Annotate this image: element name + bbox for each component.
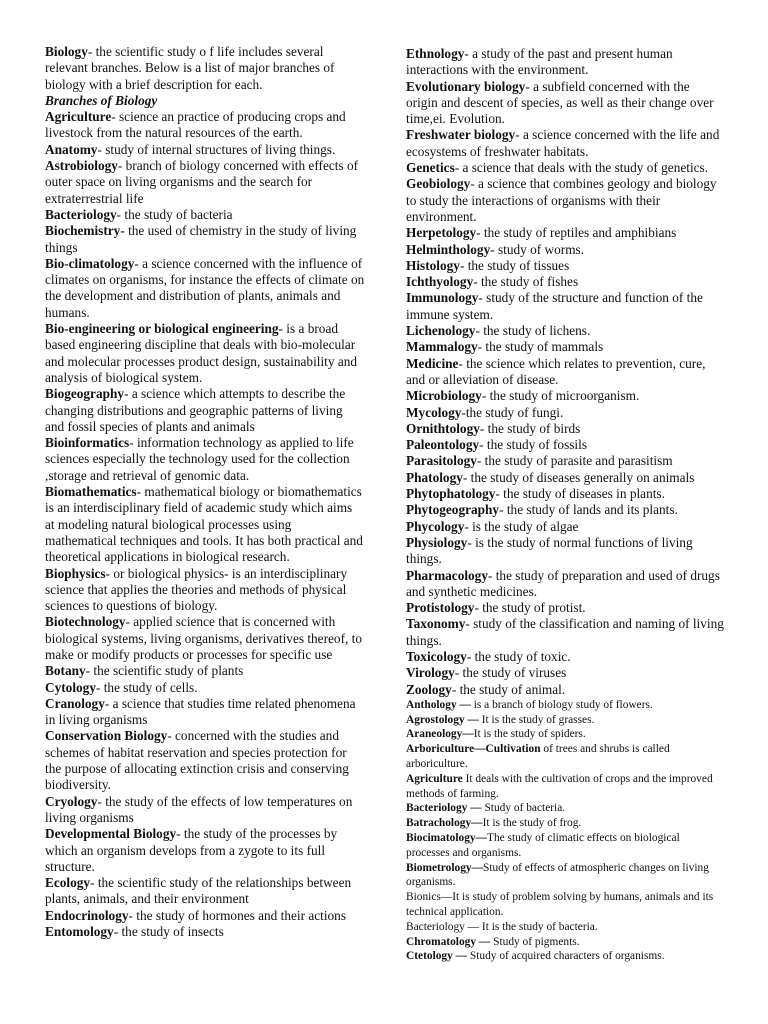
- entry-term: Biometrology—: [406, 861, 483, 874]
- glossary-entry: [406, 682, 724, 698]
- entry-definition: - a science that deals with the study of genetics.: [454, 160, 709, 176]
- entry-term: Mycology: [406, 404, 462, 420]
- entry-term: Bioinformatics: [45, 435, 130, 451]
- entry-definition: Bacteriology — It is the study of bacteria.: [406, 920, 598, 933]
- entry-term: Biocimatology—: [406, 832, 487, 845]
- entry-definition: - the study of toxic.: [466, 648, 571, 664]
- entry-term: Agriculture: [45, 109, 112, 125]
- entry-definition: - the study of birds: [479, 420, 581, 436]
- glossary-entry: [406, 801, 724, 816]
- entry-term: Genetics: [406, 160, 455, 176]
- entry-definition: - the study of lichens.: [475, 323, 591, 339]
- glossary-entry: [406, 176, 724, 225]
- entry-definition: - the study of lands and its plants.: [499, 502, 678, 518]
- glossary-entry: [406, 79, 724, 128]
- glossary-entry: [406, 502, 724, 518]
- entry-term: Ornithtology: [406, 420, 480, 436]
- right-entry-list: [406, 46, 724, 698]
- entry-definition: - is a broad based engineering discipline that deals with bio-molecular and molecular processes product design, sustainability and analysis of biological system.: [45, 321, 358, 385]
- glossary-entry: [406, 290, 724, 323]
- entry-term: Mammalogy: [406, 339, 478, 355]
- entry-definition: - the study of cells.: [95, 679, 198, 695]
- glossary-entry: [406, 405, 724, 421]
- entry-definition: - the study of reptiles and amphibians: [476, 225, 677, 241]
- entry-term: Arboriculture—Cultivation: [406, 743, 541, 756]
- glossary-entry: [45, 728, 365, 793]
- glossary-entry: [45, 663, 365, 679]
- entry-term: Bacteriology: [45, 206, 117, 222]
- entry-definition: - a science concerned with the influence of climates on organisms, for instance the effects of climate on the development and distribution of plants, animals and humans.: [45, 255, 365, 320]
- entry-definition: Study of effects of atmospheric changes on living organisms.: [406, 861, 709, 889]
- entry-definition: - the study of the effects of low temperatures on living organisms: [45, 793, 353, 825]
- glossary-entry: [45, 614, 365, 663]
- glossary-entry: [45, 256, 365, 321]
- glossary-entry: [406, 421, 724, 437]
- entry-definition: - or biological physics- is an interdisciplinary science that applies the theories and methods of physical sciences to questions of biology.: [45, 565, 348, 614]
- entry-term: Biophysics: [45, 565, 106, 581]
- entry-definition: Study of acquired characters of organisms.: [467, 950, 665, 963]
- entry-term: Herpetology: [406, 225, 477, 241]
- left-entry-list: [45, 109, 365, 940]
- section-heading: Branches of Biology: [45, 92, 158, 108]
- right-small-entry-list: [406, 698, 724, 964]
- entry-term: Phytophatology: [406, 486, 496, 502]
- glossary-entry: [406, 665, 724, 681]
- entry-definition: - the study of microorganism.: [481, 388, 640, 404]
- entry-term: Evolutionary biology: [406, 78, 526, 94]
- entry-definition: - the study of parasite and parasitism: [476, 453, 673, 469]
- entry-term: Freshwater biology: [406, 127, 516, 143]
- left-column: [45, 44, 365, 940]
- glossary-entry: [406, 356, 724, 389]
- glossary-entry: [45, 875, 365, 908]
- entry-definition: - mathematical biology or biomathematics is an interdisciplinary field of academic study which aims at modeling natural biological processes using mathematical techniques and tools. It has both practical and theoretical applications in biological research.: [45, 484, 363, 565]
- entry-term: Zoology: [406, 681, 452, 697]
- glossary-entry: [406, 920, 724, 935]
- glossary-entry: [406, 831, 724, 861]
- entry-definition: - a science that studies time related phenomena in living organisms: [45, 695, 356, 728]
- glossary-entry: [406, 742, 724, 772]
- entry-term: Geobiology: [406, 176, 471, 192]
- entry-term: Phatology: [406, 469, 463, 485]
- glossary-entry: [406, 388, 724, 404]
- entry-definition: - is the study of normal functions of living things.: [406, 534, 693, 567]
- entry-term: Astrobiology: [45, 158, 118, 174]
- entry-term: Agriculture: [406, 772, 463, 785]
- entry-definition: - the study of diseases in plants.: [495, 486, 665, 502]
- entry-definition: Study of pigments.: [490, 935, 580, 948]
- entry-definition: - the study of animal.: [451, 681, 566, 697]
- entry-definition: - the study of viruses: [454, 665, 567, 681]
- entry-term: Batrachology—: [406, 817, 483, 830]
- entry-definition: - the study of tissues: [459, 257, 570, 273]
- glossary-entry: [406, 890, 724, 920]
- entry-term: Microbiology: [406, 388, 482, 404]
- entry-definition: - the study of preparation and used of drugs and synthetic medicines.: [406, 567, 720, 599]
- entry-term: Ichthyology: [406, 274, 474, 290]
- entry-definition: - a study of the past and present human interactions with the environment.: [406, 46, 673, 78]
- entry-term: Bio-engineering or biological engineering: [45, 321, 279, 337]
- entry-term: Anatomy: [45, 141, 98, 157]
- glossary-entry: [45, 223, 365, 256]
- entry-term: Paleontology: [406, 437, 480, 453]
- entry-definition: It is the study of spiders.: [473, 728, 586, 741]
- entry-term: Endocrinology: [45, 907, 129, 923]
- glossary-entry: [406, 616, 724, 649]
- entry-term: Conservation Biology: [45, 728, 168, 744]
- entry-term: Immunology: [406, 290, 479, 306]
- entry-definition: Study of bacteria.: [481, 802, 566, 815]
- entry-definition: of trees and shrubs is called arboriculture.: [406, 743, 670, 771]
- entry-term: Ethnology: [406, 46, 465, 61]
- entry-term: Chromatology —: [406, 935, 491, 948]
- entry-term: Agrostology —: [406, 713, 479, 726]
- entry-definition: - study of the classification and naming of living things.: [406, 616, 724, 648]
- entry-term: Entomology: [45, 924, 114, 940]
- glossary-entry: [406, 46, 724, 79]
- entry-definition: - branch of biology concerned with effects of outer space on living organisms and the search for extraterrestrial life: [45, 158, 359, 206]
- glossary-entry: [45, 826, 365, 875]
- glossary-entry: [45, 321, 365, 386]
- glossary-entry: [45, 696, 365, 729]
- glossary-entry: [45, 566, 365, 615]
- intro-text: - the scientific study o f life includes several relevant branches. Below is a list of major branches of biology with a brief description for each.: [45, 44, 335, 92]
- entry-definition: - is the study of algae: [464, 518, 579, 534]
- entry-definition: It deals with the cultivation of crops and the improved methods of farming.: [406, 772, 713, 800]
- entry-definition: - the study of protist.: [474, 600, 586, 616]
- glossary-entry: [406, 225, 724, 241]
- glossary-entry: [406, 535, 724, 568]
- glossary-entry: [45, 435, 365, 484]
- glossary-entry: [406, 649, 724, 665]
- entry-term: Phycology: [406, 518, 465, 534]
- entry-definition: is a branch of biology study of flowers.: [470, 698, 653, 711]
- entry-definition: the used of chemistry in the study of living things: [45, 223, 357, 255]
- entry-term: Biotechnology: [45, 614, 126, 630]
- glossary-entry: [406, 339, 724, 355]
- entry-definition: -the study of fungi.: [461, 404, 564, 420]
- entry-term: Physiology: [406, 534, 468, 550]
- glossary-entry: [406, 861, 724, 891]
- entry-term: Taxonomy: [406, 616, 466, 632]
- entry-definition: - the study of bacteria: [116, 206, 233, 222]
- entry-definition: - the study of diseases generally on animals: [462, 469, 695, 485]
- glossary-entry: [406, 453, 724, 469]
- entry-term: Histology: [406, 257, 460, 273]
- entry-definition: - study of the structure and function of the immune system.: [406, 290, 703, 322]
- entry-definition: - concerned with the studies and schemes of habitat reservation and species protection for the purpose of allocating extinction crisis and conserving biodiversity.: [45, 728, 349, 793]
- glossary-entry: [45, 680, 365, 696]
- glossary-entry: [45, 142, 365, 158]
- entry-term: Araneology—: [406, 728, 474, 741]
- entry-term: Cytology: [45, 679, 96, 695]
- glossary-entry: [406, 949, 724, 964]
- entry-definition: It is the study of frog.: [482, 817, 582, 830]
- glossary-entry: [406, 727, 724, 742]
- entry-definition: - a science concerned with the life and ecosystems of freshwater habitats.: [406, 127, 720, 159]
- entry-term: Cranology: [45, 695, 105, 711]
- entry-definition: - the study of hormones and their actions: [128, 907, 347, 923]
- entry-term: Parasitology: [406, 453, 477, 469]
- glossary-entry: [406, 470, 724, 486]
- entry-term: Medicine: [406, 355, 459, 371]
- glossary-entry: [406, 127, 724, 160]
- glossary-entry: [45, 924, 365, 940]
- entry-term: Developmental Biology: [45, 826, 177, 842]
- glossary-entry: [45, 484, 365, 565]
- entry-term: Biomathematics: [45, 484, 137, 500]
- entry-definition: - study of worms.: [490, 241, 585, 257]
- entry-term: Biochemistry-: [45, 223, 125, 239]
- glossary-entry: [406, 486, 724, 502]
- entry-term: Phytogeography: [406, 502, 500, 518]
- entry-definition: - applied science that is concerned with biological systems, living organisms, derivatives thereof, to make or modify products or processes for specific use: [45, 614, 362, 662]
- entry-term: Bio-climatology: [45, 255, 135, 271]
- entry-term: Anthology —: [406, 698, 471, 711]
- entry-definition: - a science that combines geology and biology to study the interactions of organisms with their environment.: [406, 176, 717, 224]
- glossary-entry: [45, 109, 365, 142]
- glossary-entry: [45, 207, 365, 223]
- glossary-entry: [406, 323, 724, 339]
- entry-definition: - the study of fossils: [479, 437, 587, 453]
- entry-definition: - the study of fishes: [473, 274, 579, 290]
- glossary-entry: [45, 908, 365, 924]
- entry-term: Ecology: [45, 875, 91, 891]
- entry-definition: - the study of insects: [113, 924, 224, 940]
- entry-definition: - a subfield concerned with the origin and descent of species, as well as their change over time,ei. Evolution.: [406, 78, 714, 127]
- entry-definition: - a science which attempts to describe the changing distributions and geographic patterns of living and fossil species of plants and animals: [45, 386, 346, 434]
- glossary-entry: [406, 160, 724, 176]
- intro-term: Biology: [45, 44, 88, 59]
- entry-definition: - study of internal structures of living things.: [97, 141, 336, 157]
- glossary-entry: [406, 816, 724, 831]
- entry-term: Botany: [45, 663, 86, 679]
- entry-definition: - the scientific study of the relationships between plants, animals, and their environment: [45, 875, 352, 907]
- entry-term: Cryology: [45, 793, 98, 809]
- entry-definition: - the study of the processes by which an organism develops from a zygote to its full structure.: [45, 826, 338, 874]
- glossary-entry: [406, 600, 724, 616]
- right-column: [406, 46, 724, 964]
- glossary-entry: [406, 935, 724, 950]
- entry-definition: - the science which relates to prevention, cure, and or alleviation of disease.: [406, 355, 706, 387]
- glossary-entry: [45, 794, 365, 827]
- glossary-entry: [45, 386, 365, 435]
- entry-definition: - science an practice of producing crops and livestock from the natural resources of the earth.: [45, 109, 346, 141]
- entry-term: Biogeography: [45, 386, 125, 402]
- entry-definition: Bionics—It is study of problem solving by humans, animals and its technical application.: [406, 891, 714, 919]
- glossary-entry: [406, 242, 724, 258]
- entry-term: Ctetology —: [406, 950, 468, 963]
- glossary-entry: [406, 772, 724, 802]
- entry-term: Protistology: [406, 600, 475, 616]
- glossary-entry: [406, 519, 724, 535]
- entry-definition: The study of climatic effects on biological processes and organisms.: [406, 832, 680, 859]
- glossary-entry: [406, 258, 724, 274]
- glossary-entry: [406, 698, 724, 713]
- glossary-entry: [406, 437, 724, 453]
- entry-term: Helminthology: [406, 241, 491, 257]
- glossary-entry: [406, 713, 724, 728]
- entry-definition: - information technology as applied to life sciences especially the technology used for the collection ,storage and retrieval of genomic data.: [45, 435, 354, 483]
- entry-term: Toxicology: [406, 648, 467, 664]
- glossary-entry: [406, 568, 724, 601]
- entry-term: Bacteriology —: [406, 802, 482, 815]
- entry-term: Pharmacology: [406, 567, 488, 583]
- entry-definition: - the study of mammals: [477, 339, 604, 355]
- entry-term: Lichenology: [406, 323, 476, 339]
- entry-definition: - the scientific study of plants: [85, 663, 244, 679]
- glossary-entry: [45, 158, 365, 207]
- entry-definition: It is the study of grasses.: [478, 713, 595, 726]
- glossary-entry: [406, 274, 724, 290]
- entry-term: Virology: [406, 665, 455, 681]
- intro-paragraph: [45, 44, 365, 93]
